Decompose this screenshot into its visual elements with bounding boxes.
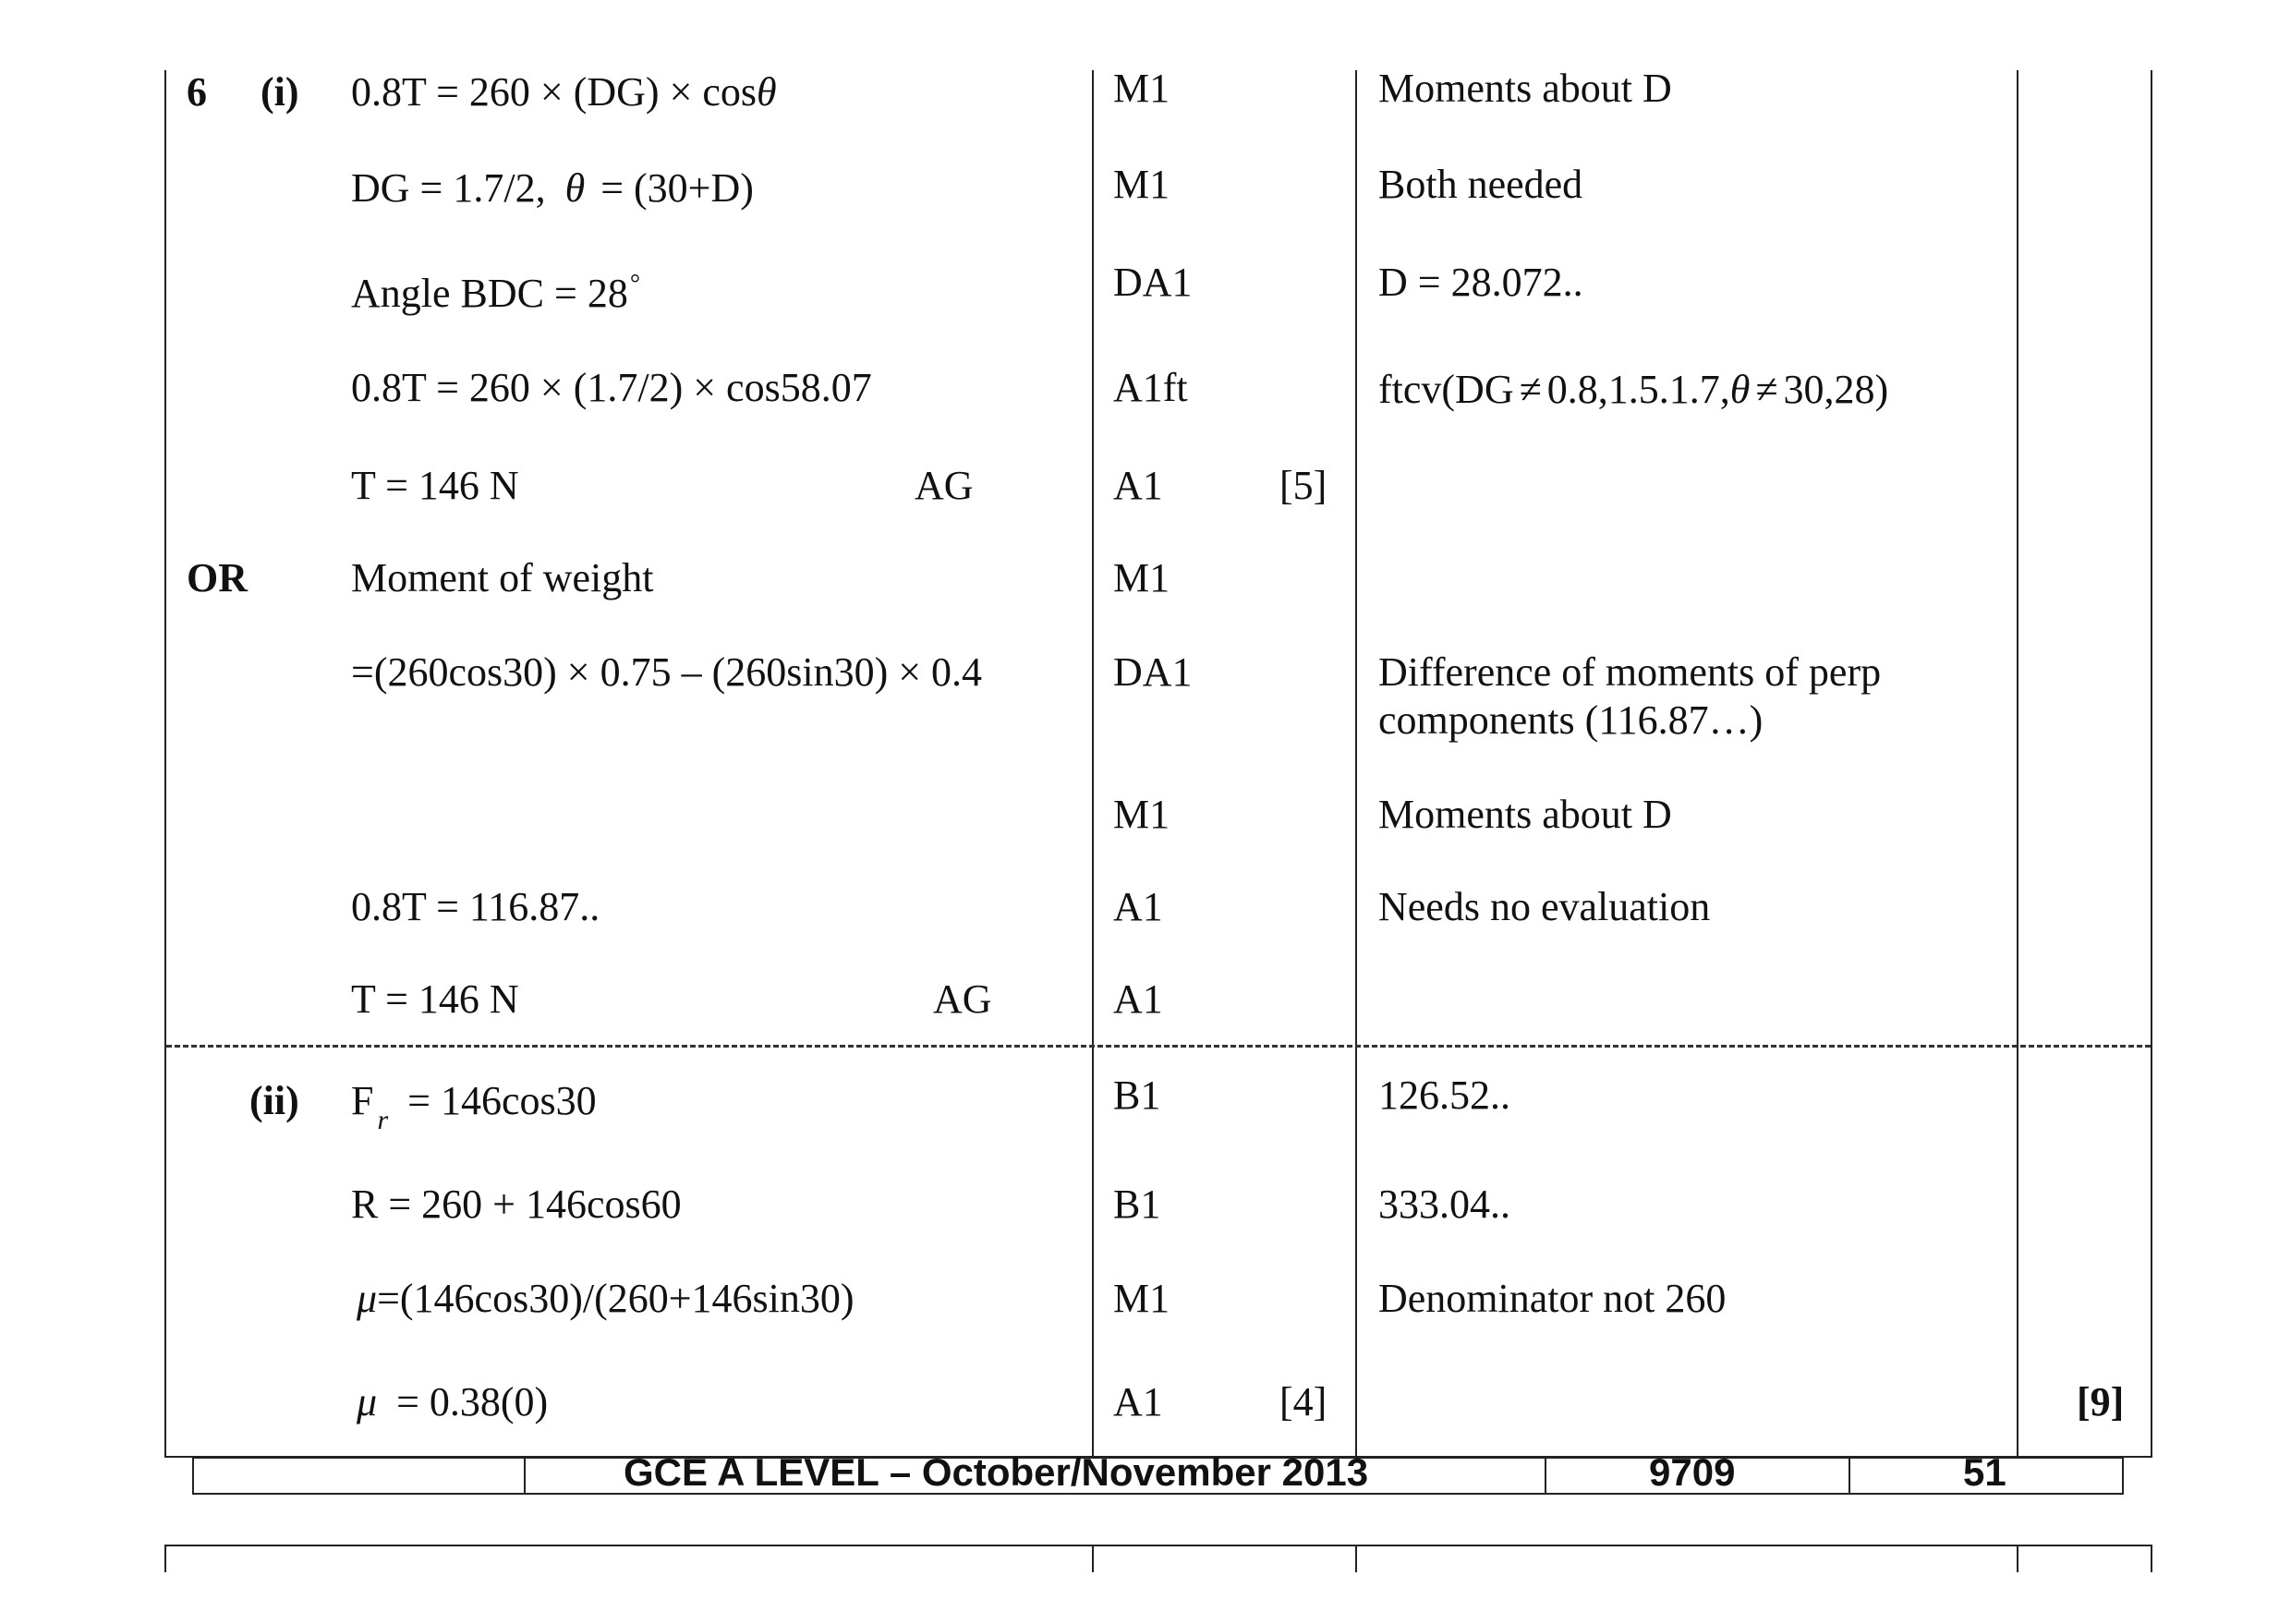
working-row-4: 0.8T = 260 × (1.7/2) × cos58.07 bbox=[351, 365, 872, 410]
working-row-2 bbox=[351, 164, 754, 212]
next-table-right-border bbox=[2151, 1545, 2152, 1572]
next-table-divider-mark bbox=[1092, 1545, 1094, 1572]
or-mark-row-3: M1 bbox=[1113, 792, 1170, 837]
footer-exam-title: GCE A LEVEL – October/November 2013 bbox=[624, 1450, 1369, 1494]
guidance-row-2: Both needed bbox=[1378, 162, 1583, 207]
mark-row-4: A1ft bbox=[1113, 365, 1188, 410]
answer-given-tag: AG bbox=[915, 463, 974, 508]
theta-symbol: θ bbox=[1729, 367, 1751, 412]
or-guidance-row-2: Difference of moments of perp components (116.87…) bbox=[1378, 649, 1882, 743]
guidance-ii-row-1: 126.52.. bbox=[1378, 1073, 1510, 1118]
guidance-text-c: 30,28) bbox=[1783, 367, 1889, 412]
or-working-row-4: 0.8T = 116.87.. bbox=[351, 884, 600, 929]
working-row-5: T = 146 N bbox=[351, 463, 519, 508]
footer-strip-left bbox=[192, 1457, 194, 1495]
working-text: 0.8T = 260 × (DG) × cos bbox=[351, 69, 758, 115]
mark-ii-row-4: A1 bbox=[1113, 1379, 1163, 1424]
guidance-ii-row-2: 333.04.. bbox=[1378, 1182, 1510, 1227]
or-working-row-5: T = 146 N bbox=[351, 976, 519, 1022]
or-working-row-1: Moment of weight bbox=[351, 555, 654, 600]
footer-strip-divider-1 bbox=[524, 1457, 526, 1495]
working-row-3 bbox=[351, 270, 640, 323]
question-grand-total: [9] bbox=[2077, 1379, 2125, 1424]
next-table-left-border bbox=[164, 1545, 166, 1572]
or-mark-row-2: DA1 bbox=[1113, 649, 1193, 695]
working-ii-row-1 bbox=[351, 1077, 597, 1135]
footer-strip-divider-3 bbox=[1849, 1457, 1850, 1495]
theta-symbol: θ bbox=[564, 165, 586, 211]
or-answer-given-tag: AG bbox=[933, 976, 992, 1022]
mark-ii-row-2: B1 bbox=[1113, 1182, 1161, 1227]
working-text-b: = 146cos30 bbox=[407, 1078, 597, 1123]
not-equal-symbol: ≠ bbox=[1755, 367, 1778, 412]
column-divider-mark bbox=[1092, 70, 1094, 1458]
or-working-row-2: =(260cos30) × 0.75 – (260sin30) × 0.4 bbox=[351, 649, 983, 695]
table-left-border bbox=[164, 70, 166, 1458]
part-total-i: [5] bbox=[1279, 463, 1327, 508]
degree-symbol: ° bbox=[629, 270, 641, 298]
mark-row-3: DA1 bbox=[1113, 260, 1193, 305]
theta-symbol: θ bbox=[757, 69, 777, 115]
working-ii-row-2: R = 260 + 146cos60 bbox=[351, 1182, 682, 1227]
footer-strip-right bbox=[2122, 1457, 2124, 1495]
part-separator-dashed-line bbox=[166, 1045, 2151, 1048]
or-mark-row-1: M1 bbox=[1113, 555, 1170, 600]
guidance-row-1: Moments about D bbox=[1378, 66, 1672, 111]
guidance-ii-row-3: Denominator not 260 bbox=[1378, 1276, 1727, 1321]
footer-syllabus-code: 9709 bbox=[1649, 1450, 1736, 1494]
working-text: = 0.38(0) bbox=[396, 1379, 549, 1424]
part-total-ii: [4] bbox=[1279, 1379, 1327, 1424]
working-ii-row-3 bbox=[357, 1275, 855, 1323]
footer-paper-number: 51 bbox=[1963, 1450, 2006, 1494]
mark-row-2: M1 bbox=[1113, 162, 1170, 207]
not-equal-symbol: ≠ bbox=[1519, 367, 1542, 412]
working-text-b: = (30+D) bbox=[600, 165, 754, 211]
next-table-top-border bbox=[164, 1545, 2152, 1546]
part-label-ii: (ii) bbox=[249, 1078, 299, 1123]
subscript-r: r bbox=[377, 1105, 389, 1135]
question-number: 6 bbox=[187, 69, 207, 115]
or-mark-row-4: A1 bbox=[1113, 884, 1163, 929]
column-divider-total bbox=[2017, 70, 2018, 1458]
mark-row-1: M1 bbox=[1113, 66, 1170, 111]
guidance-row-4 bbox=[1378, 366, 1888, 414]
or-guidance-row-4: Needs no evaluation bbox=[1378, 884, 1711, 929]
working-ii-row-4 bbox=[357, 1378, 548, 1426]
table-right-border bbox=[2151, 70, 2152, 1458]
working-text-a: F bbox=[351, 1078, 374, 1123]
or-mark-row-5: A1 bbox=[1113, 976, 1163, 1022]
column-divider-guidance bbox=[1355, 70, 1357, 1458]
working-row-1 bbox=[351, 68, 777, 116]
next-table-divider-total bbox=[2017, 1545, 2018, 1572]
guidance-row-3: D = 28.072.. bbox=[1378, 260, 1583, 305]
or-label: OR bbox=[187, 555, 248, 600]
footer-strip-divider-2 bbox=[1545, 1457, 1546, 1495]
guidance-text-a: ftcv(DG bbox=[1378, 367, 1514, 412]
working-text-a: DG = 1.7/2, bbox=[351, 165, 546, 211]
mark-ii-row-1: B1 bbox=[1113, 1073, 1161, 1118]
or-guidance-row-3: Moments about D bbox=[1378, 792, 1672, 837]
working-text: =(146cos30)/(260+146sin30) bbox=[377, 1276, 855, 1321]
mark-ii-row-3: M1 bbox=[1113, 1276, 1170, 1321]
part-label-i: (i) bbox=[261, 69, 299, 115]
next-table-divider-guidance bbox=[1355, 1545, 1357, 1572]
mu-symbol: μ bbox=[357, 1276, 378, 1321]
mu-symbol: μ bbox=[357, 1379, 378, 1424]
mark-row-5: A1 bbox=[1113, 463, 1163, 508]
guidance-text-b: 0.8,1.5.1.7, bbox=[1546, 367, 1730, 412]
working-text: Angle BDC = 28 bbox=[351, 271, 628, 316]
